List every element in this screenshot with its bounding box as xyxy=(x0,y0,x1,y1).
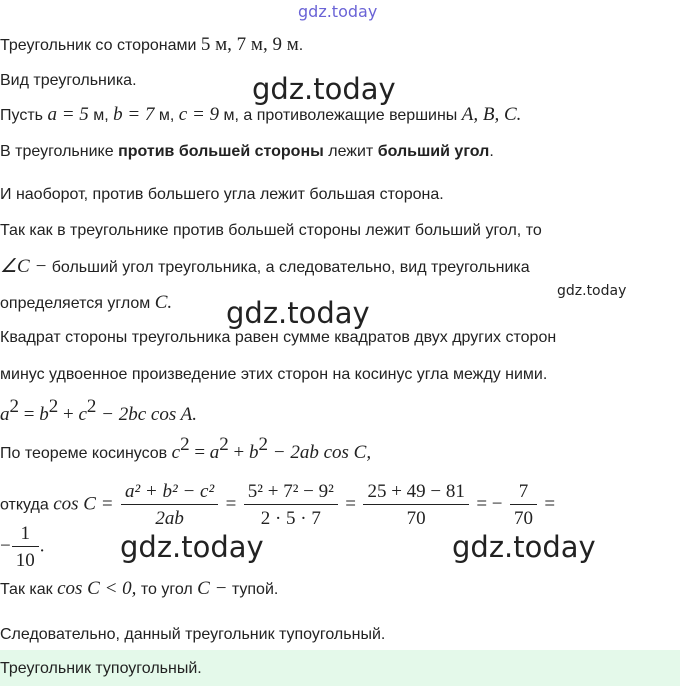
math: a xyxy=(209,442,220,463)
math-sides: 5 м, 7 м, 9 м xyxy=(200,34,299,55)
watermark-small: gdz.today xyxy=(557,283,627,299)
denominator: 10 xyxy=(12,546,39,573)
watermark-top: gdz.today xyxy=(298,2,378,21)
text-line-1 xyxy=(0,34,303,57)
math: − xyxy=(0,535,11,557)
math-angle: ∠C − xyxy=(0,256,48,277)
numerator: 5² + 7² − 9² xyxy=(247,481,334,502)
text: тупой. xyxy=(227,581,279,598)
math: a xyxy=(0,404,10,425)
formula-line-13 xyxy=(0,480,555,531)
denominator: 2ab xyxy=(121,504,218,531)
text: В треугольнике xyxy=(0,143,119,160)
text-line-3 xyxy=(0,104,521,127)
formula-line-11 xyxy=(0,396,197,427)
text-line-9: Квадрат стороны треугольника равен сумме квадратов двух других сторон xyxy=(0,329,557,346)
math: cos C = xyxy=(53,493,114,515)
denominator: 70 xyxy=(363,504,468,531)
math-condition: cos C < 0, xyxy=(57,578,137,599)
math: . xyxy=(39,535,45,557)
math-a: a = 5 xyxy=(47,104,89,125)
math: = xyxy=(225,493,237,515)
denominator: 2 · 5 · 7 xyxy=(244,504,338,531)
fraction-3 xyxy=(363,480,468,531)
watermark: gdz.today xyxy=(226,296,370,330)
math: = − xyxy=(476,493,503,515)
exponent: 2 xyxy=(86,396,97,417)
exponent: 2 xyxy=(48,396,59,417)
bold-text: больший угол xyxy=(377,143,490,160)
text-line-5: И наоборот, против большего угла лежит большая сторона. xyxy=(0,186,444,203)
text: Пусть xyxy=(0,107,48,124)
text: м, xyxy=(88,107,114,124)
math-b: b = 7 xyxy=(113,104,155,125)
math: + xyxy=(58,404,79,425)
math: + xyxy=(228,442,249,463)
math: = xyxy=(189,442,210,463)
answer-text: Треугольник тупоугольный. xyxy=(0,660,202,677)
math: = xyxy=(19,404,40,425)
text-line-6: Так как в треугольнике против большей стороны лежит больший угол, то xyxy=(0,222,542,239)
text: лежит xyxy=(323,143,378,160)
math-vertices: A, B, C. xyxy=(461,104,522,125)
formula-line-14 xyxy=(0,522,44,573)
text-line-15 xyxy=(0,578,278,601)
text-line-2: Вид треугольника. xyxy=(0,72,137,89)
math: − 2ab cos C, xyxy=(268,442,372,463)
math-c: c = 9 xyxy=(178,104,220,125)
text-line-4 xyxy=(0,141,494,163)
formula-line-12 xyxy=(0,434,372,465)
fraction-4 xyxy=(510,480,537,531)
text-line-7 xyxy=(0,256,530,279)
math: b xyxy=(249,442,259,463)
text: то угол xyxy=(136,581,198,598)
watermark: gdz.today xyxy=(452,530,596,564)
watermark: gdz.today xyxy=(252,72,396,106)
exponent: 2 xyxy=(9,396,19,417)
math-c: C − xyxy=(197,578,228,599)
fraction-5 xyxy=(12,522,39,573)
text-line-16: Следовательно, данный треугольник тупоугольный. xyxy=(0,626,386,643)
math: = xyxy=(345,493,356,515)
text-line-8 xyxy=(0,292,172,315)
numerator: 7 xyxy=(518,481,529,502)
denominator: 70 xyxy=(510,504,537,531)
math: c xyxy=(171,442,181,463)
fraction-1 xyxy=(121,480,218,531)
math: b xyxy=(39,404,49,425)
text: м, а противолежащие вершины xyxy=(219,107,462,124)
math: − 2bc cos A. xyxy=(96,404,197,425)
text: . xyxy=(489,143,494,160)
text: откуда xyxy=(0,496,54,514)
exponent: 2 xyxy=(219,434,229,455)
answer-box xyxy=(0,650,680,686)
bold-text: против большей стороны xyxy=(118,143,324,160)
math: c xyxy=(78,404,87,425)
text: Так как xyxy=(0,581,58,598)
exponent: 2 xyxy=(258,434,268,455)
math-c: C. xyxy=(154,292,173,313)
numerator: 25 + 49 − 81 xyxy=(367,481,465,502)
text: больший угол треугольника, а следовательно, вид треугольника xyxy=(47,259,530,276)
text: м, xyxy=(154,107,179,124)
numerator: 1 xyxy=(20,523,30,544)
text: По теореме косинусов xyxy=(0,445,172,462)
fraction-2 xyxy=(244,480,338,531)
watermark: gdz.today xyxy=(120,530,264,564)
text: Треугольник со сторонами xyxy=(0,37,201,54)
text: . xyxy=(298,37,304,54)
exponent: 2 xyxy=(180,434,190,455)
text: определяется углом xyxy=(0,295,155,312)
math: = xyxy=(544,493,556,515)
numerator: a² + b² − c² xyxy=(124,481,215,502)
text-line-10: минус удвоенное произведение этих сторон на косинус угла между ними. xyxy=(0,366,548,383)
